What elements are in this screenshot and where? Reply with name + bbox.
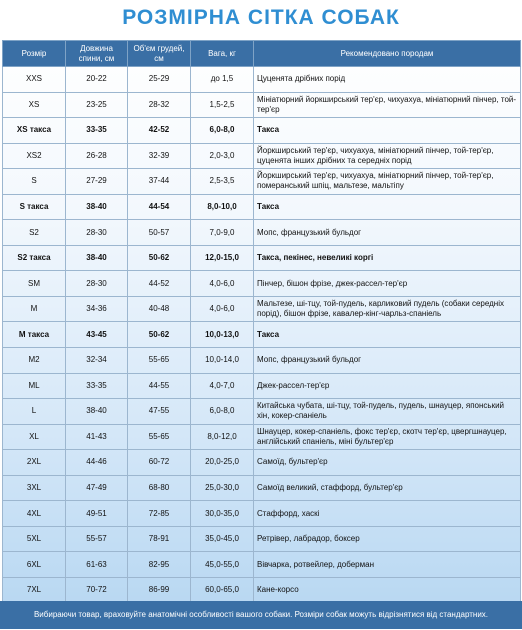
back-length-cell: 20-22 <box>66 67 128 93</box>
weight-cell: 6,0-8,0 <box>191 118 254 144</box>
table-row <box>3 194 521 220</box>
back-length-cell: 23-25 <box>66 92 128 118</box>
table-header-row <box>3 41 521 67</box>
table-row <box>3 552 521 578</box>
table-row <box>3 118 521 144</box>
size-cell: 4XL <box>3 501 66 527</box>
breeds-cell: Мальтезе, ші-тцу, той-пудель, карликовий пудель (собаки середніх порід), бішон фрізе, кавалер-кінг-чарльз-спаніель <box>254 296 521 322</box>
weight-cell: 4,0-6,0 <box>191 296 254 322</box>
breeds-cell: Мопс, французький бульдог <box>254 220 521 246</box>
weight-cell: 8,0-10,0 <box>191 194 254 220</box>
table-row <box>3 92 521 118</box>
chest-cell: 50-62 <box>128 245 191 271</box>
size-cell: L <box>3 399 66 425</box>
back-length-cell: 38-40 <box>66 245 128 271</box>
table-row <box>3 296 521 322</box>
table-row <box>3 475 521 501</box>
weight-cell: 8,0-12,0 <box>191 424 254 450</box>
breeds-cell: Кане-корсо <box>254 577 521 603</box>
table-row <box>3 501 521 527</box>
chest-cell: 28-32 <box>128 92 191 118</box>
chest-cell: 55-65 <box>128 424 191 450</box>
size-cell: XXS <box>3 67 66 93</box>
size-cell: M <box>3 296 66 322</box>
weight-cell: 20,0-25,0 <box>191 450 254 476</box>
back-length-cell: 33-35 <box>66 118 128 144</box>
weight-cell: 1,5-2,5 <box>191 92 254 118</box>
size-cell: XS2 <box>3 143 66 169</box>
weight-cell: 25,0-30,0 <box>191 475 254 501</box>
table-row <box>3 220 521 246</box>
breeds-cell: Шнауцер, кокер-спаніель, фокс тер'єр, скотч тер'єр, цвергшнауцер, англійський спаніель, міні бультер'єр <box>254 424 521 450</box>
size-cell: 6XL <box>3 552 66 578</box>
weight-cell: 2,5-3,5 <box>191 169 254 195</box>
table-row <box>3 424 521 450</box>
size-cell: 3XL <box>3 475 66 501</box>
weight-cell: 6,0-8,0 <box>191 399 254 425</box>
breeds-cell: Мініатюрний йоркширський тер'єр, чихуахуа, мініатюрний пінчер, той-тер'єр <box>254 92 521 118</box>
breeds-cell: Такса <box>254 118 521 144</box>
table-row <box>3 348 521 374</box>
chest-cell: 60-72 <box>128 450 191 476</box>
chest-cell: 50-62 <box>128 322 191 348</box>
back-length-cell: 38-40 <box>66 194 128 220</box>
breeds-cell: Самоїд, бультер'єр <box>254 450 521 476</box>
back-length-cell: 26-28 <box>66 143 128 169</box>
back-length-cell: 61-63 <box>66 552 128 578</box>
breeds-cell: Ретрівер, лабрадор, боксер <box>254 526 521 552</box>
back-length-cell: 49-51 <box>66 501 128 527</box>
back-length-cell: 27-29 <box>66 169 128 195</box>
back-length-cell: 33-35 <box>66 373 128 399</box>
back-length-cell: 70-72 <box>66 577 128 603</box>
chest-cell: 44-54 <box>128 194 191 220</box>
table-row <box>3 169 521 195</box>
table-row <box>3 143 521 169</box>
weight-cell: 10,0-13,0 <box>191 322 254 348</box>
breeds-cell: Китайська чубата, ші-тцу, той-пудель, пудель, шнауцер, японський хін, кокер-спаніель <box>254 399 521 425</box>
size-cell: 7XL <box>3 577 66 603</box>
back-length-cell: 41-43 <box>66 424 128 450</box>
table-row <box>3 245 521 271</box>
size-cell: 2XL <box>3 450 66 476</box>
weight-cell: 2,0-3,0 <box>191 143 254 169</box>
back-length-cell: 28-30 <box>66 271 128 297</box>
back-length-cell: 34-36 <box>66 296 128 322</box>
size-cell: XS <box>3 92 66 118</box>
back-length-cell: 32-34 <box>66 348 128 374</box>
breeds-cell: Пінчер, бішон фрізе, джек-рассел-тер'єр <box>254 271 521 297</box>
table-body <box>3 67 521 603</box>
chest-cell: 72-85 <box>128 501 191 527</box>
breeds-cell: Йоркширський тер'єр, чихуахуа, мініатюрний пінчер, той-тер'єр, померанський шпіц, мальтезе, мальтіпу <box>254 169 521 195</box>
size-cell: S2 такса <box>3 245 66 271</box>
table-row <box>3 322 521 348</box>
header-size: Розмір <box>3 41 66 67</box>
size-chart-table <box>2 40 521 603</box>
chest-cell: 44-52 <box>128 271 191 297</box>
header-chest: Об'єм грудей, см <box>128 41 191 67</box>
weight-cell: 4,0-7,0 <box>191 373 254 399</box>
footnote: Вибираючи товар, враховуйте анатомічні особливості вашого собаки. Розміри собак можуть відрізнятися від стандартних. <box>0 601 522 629</box>
breeds-cell: Йоркширський тер'єр, чихуахуа, мініатюрний пінчер, той-тер'єр, цуценята інших дрібних та середніх порід <box>254 143 521 169</box>
size-cell: 5XL <box>3 526 66 552</box>
weight-cell: 7,0-9,0 <box>191 220 254 246</box>
table-row <box>3 373 521 399</box>
breeds-cell: Такса <box>254 194 521 220</box>
chest-cell: 32-39 <box>128 143 191 169</box>
back-length-cell: 55-57 <box>66 526 128 552</box>
size-cell: S такса <box>3 194 66 220</box>
size-cell: SM <box>3 271 66 297</box>
header-breeds: Рекомендовано породам <box>254 41 521 67</box>
weight-cell: до 1,5 <box>191 67 254 93</box>
weight-cell: 45,0-55,0 <box>191 552 254 578</box>
chest-cell: 68-80 <box>128 475 191 501</box>
table-row <box>3 271 521 297</box>
breeds-cell: Мопс, французький бульдог <box>254 348 521 374</box>
weight-cell: 4,0-6,0 <box>191 271 254 297</box>
weight-cell: 30,0-35,0 <box>191 501 254 527</box>
chest-cell: 44-55 <box>128 373 191 399</box>
breeds-cell: Цуценята дрібних порід <box>254 67 521 93</box>
weight-cell: 12,0-15,0 <box>191 245 254 271</box>
chest-cell: 55-65 <box>128 348 191 374</box>
chest-cell: 25-29 <box>128 67 191 93</box>
weight-cell: 10,0-14,0 <box>191 348 254 374</box>
size-cell: M такса <box>3 322 66 348</box>
breeds-cell: Джек-рассел-тер'єр <box>254 373 521 399</box>
back-length-cell: 38-40 <box>66 399 128 425</box>
header-weight: Вага, кг <box>191 41 254 67</box>
page-title: РОЗМІРНА СІТКА СОБАК <box>122 6 400 29</box>
back-length-cell: 47-49 <box>66 475 128 501</box>
size-cell: M2 <box>3 348 66 374</box>
chest-cell: 40-48 <box>128 296 191 322</box>
chest-cell: 37-44 <box>128 169 191 195</box>
chest-cell: 47-55 <box>128 399 191 425</box>
size-cell: XS такса <box>3 118 66 144</box>
back-length-cell: 28-30 <box>66 220 128 246</box>
table-row <box>3 526 521 552</box>
breeds-cell: Такса <box>254 322 521 348</box>
breeds-cell: Самоїд великий, стаффорд, бультер'єр <box>254 475 521 501</box>
table-row <box>3 399 521 425</box>
chest-cell: 82-95 <box>128 552 191 578</box>
weight-cell: 60,0-65,0 <box>191 577 254 603</box>
size-cell: XL <box>3 424 66 450</box>
header-back-length: Довжина спини, см <box>66 41 128 67</box>
back-length-cell: 44-46 <box>66 450 128 476</box>
table-row <box>3 67 521 93</box>
chest-cell: 78-91 <box>128 526 191 552</box>
size-cell: S <box>3 169 66 195</box>
breeds-cell: Стаффорд, хаскі <box>254 501 521 527</box>
size-cell: ML <box>3 373 66 399</box>
chest-cell: 42-52 <box>128 118 191 144</box>
breeds-cell: Такса, пекінес, невеликі коргі <box>254 245 521 271</box>
size-cell: S2 <box>3 220 66 246</box>
back-length-cell: 43-45 <box>66 322 128 348</box>
chest-cell: 86-99 <box>128 577 191 603</box>
table-row <box>3 577 521 603</box>
chest-cell: 50-57 <box>128 220 191 246</box>
weight-cell: 35,0-45,0 <box>191 526 254 552</box>
table-row <box>3 450 521 476</box>
breeds-cell: Вівчарка, ротвейлер, доберман <box>254 552 521 578</box>
